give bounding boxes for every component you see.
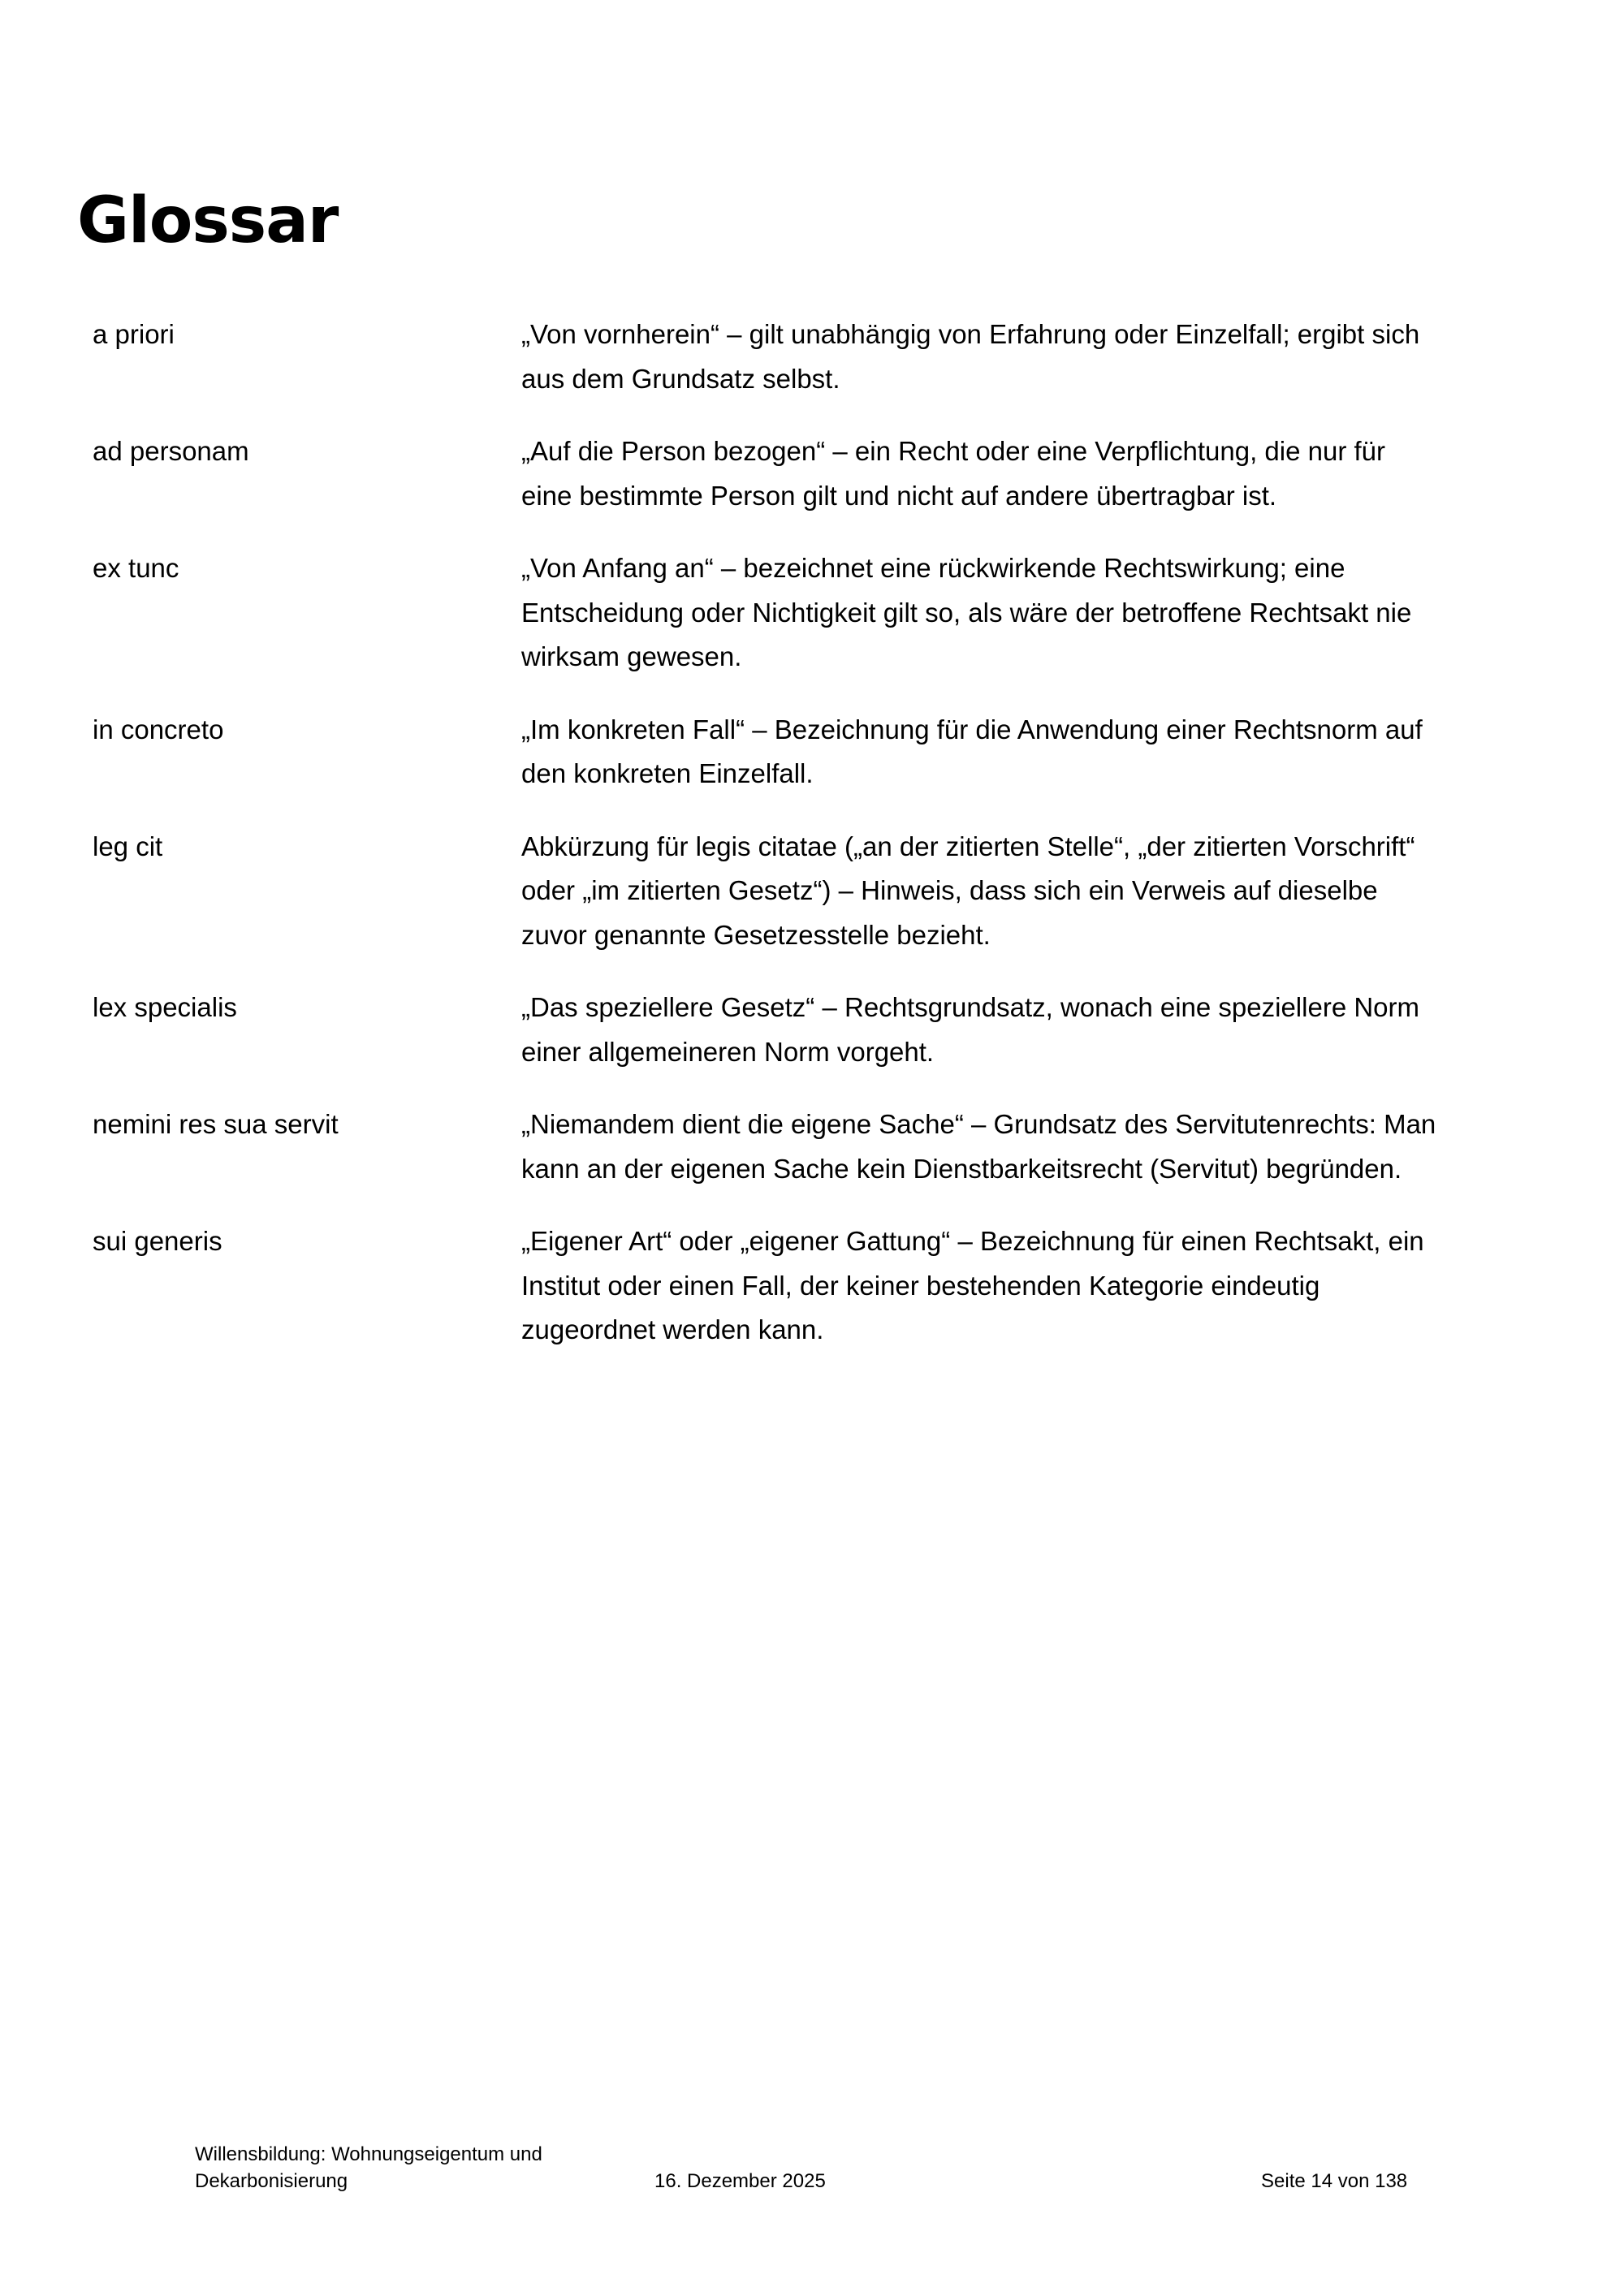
glossary-term: ex tunc <box>93 553 179 583</box>
glossary-term: sui generis <box>93 1226 222 1256</box>
glossary-entry <box>93 1219 1440 1353</box>
glossary-entry <box>93 546 1440 680</box>
glossary-entry <box>93 313 1440 401</box>
glossary-term: nemini res sua servit <box>93 1109 339 1139</box>
glossary-definition: „Im konkreten Fall“ – Bezeichnung für die Anwendung einer Rechtsnorm auf den konkreten Einzelfall. <box>521 714 1423 788</box>
glossary-entry <box>93 429 1440 518</box>
glossary-list <box>93 313 1440 1381</box>
glossary-entry <box>93 986 1440 1074</box>
glossary-term: a priori <box>93 319 175 349</box>
glossary-definition: Abkürzung für legis citatae („an der zitierten Stelle“, „der zitierten Vorschrift“ oder „im zitierten Gesetz“) – Hinweis, dass sich ein Verweis auf dieselbe zuvor genannte Gesetzesstelle bezieht. <box>521 831 1415 950</box>
footer-date: 16. Dezember 2025 <box>654 2170 826 2192</box>
glossary-term: lex specialis <box>93 992 237 1022</box>
glossary-definition: „Von Anfang an“ – bezeichnet eine rückwirkende Rechtswirkung; eine Entscheidung oder Nichtigkeit gilt so, als wäre der betroffene Rechtsakt nie wirksam gewesen. <box>521 553 1412 671</box>
glossary-term: leg cit <box>93 831 163 861</box>
glossary-definition: „Von vornherein“ – gilt unabhängig von Erfahrung oder Einzelfall; ergibt sich aus dem Grundsatz selbst. <box>521 319 1420 394</box>
glossary-definition: „Das speziellere Gesetz“ – Rechtsgrundsatz, wonach eine speziellere Norm einer allgemeineren Norm vorgeht. <box>521 992 1419 1067</box>
footer-document-title: Willensbildung: Wohnungseigentum und Dekarbonisierung <box>195 2143 542 2192</box>
glossary-entry <box>93 708 1440 796</box>
glossary-entry <box>93 1103 1440 1191</box>
glossary-entry <box>93 825 1440 958</box>
page-title: Glossar <box>77 184 339 257</box>
glossary-term: in concreto <box>93 714 224 744</box>
glossary-term: ad personam <box>93 436 249 466</box>
glossary-definition: „Eigener Art“ oder „eigener Gattung“ – Bezeichnung für einen Rechtsakt, ein Institut oder einen Fall, der keiner bestehenden Kategorie eindeutig zugeordnet werden kann. <box>521 1226 1424 1344</box>
glossary-definition: „Niemandem dient die eigene Sache“ – Grundsatz des Servitutenrechts: Man kann an der eigenen Sache kein Dienstbarkeitsrecht (Servitut) begründen. <box>521 1109 1436 1184</box>
glossary-definition: „Auf die Person bezogen“ – ein Recht oder eine Verpflichtung, die nur für eine bestimmte Person gilt und nicht auf andere übertragbar ist. <box>521 436 1385 511</box>
footer-page-number: Seite 14 von 138 <box>1261 2170 1408 2192</box>
